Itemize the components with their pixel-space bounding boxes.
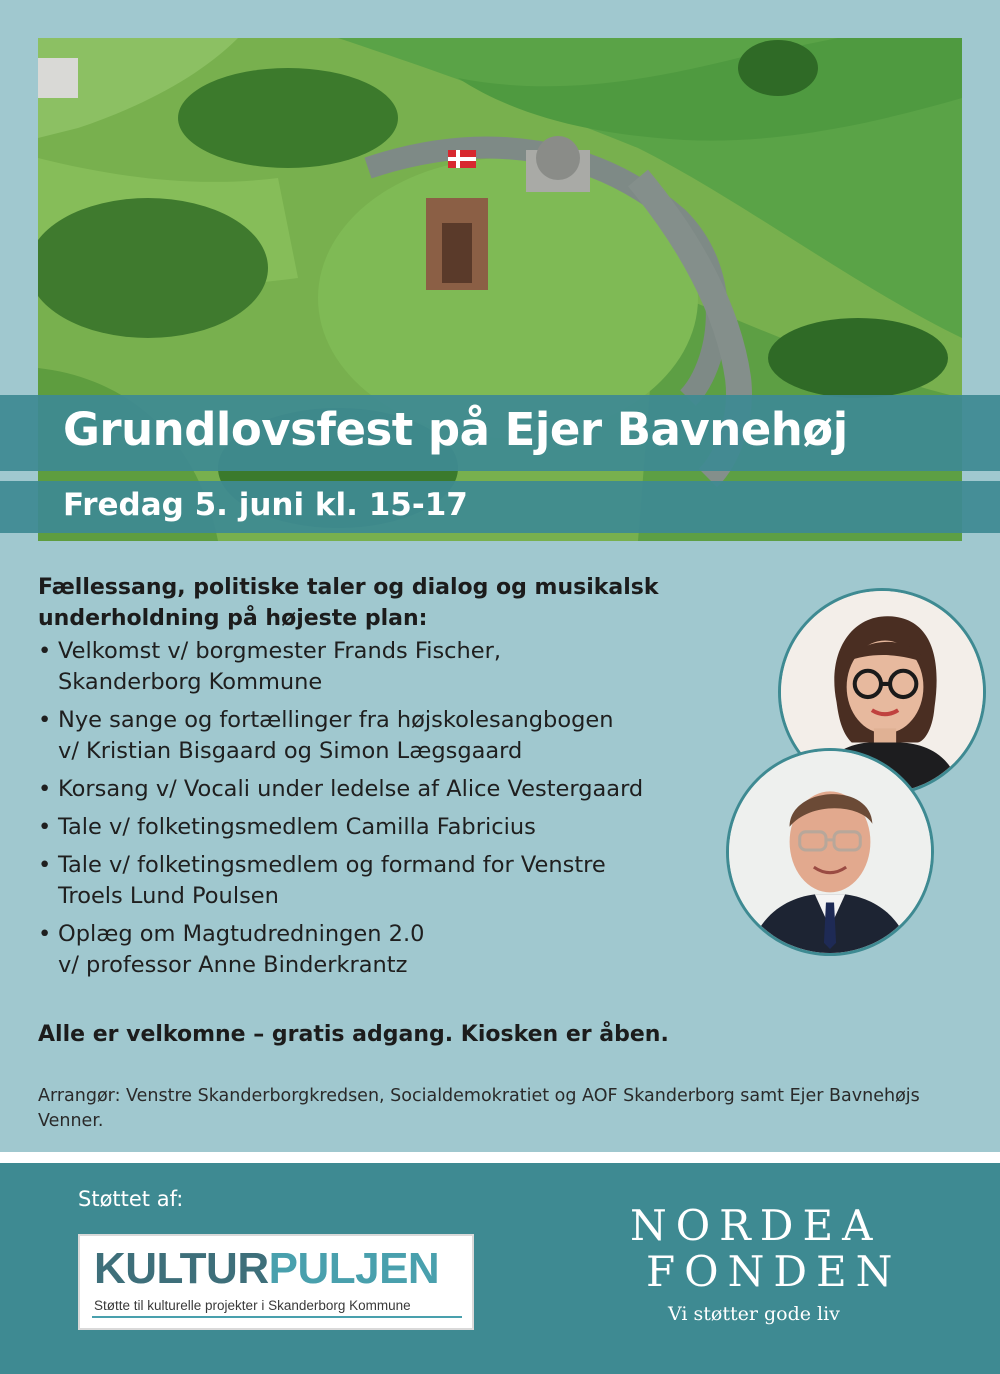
list-item (38, 636, 738, 698)
date-band (0, 481, 1000, 533)
list-item-line2: Troels Lund Poulsen (58, 883, 279, 909)
list-item (38, 774, 738, 805)
list-item (38, 705, 738, 767)
list-item (38, 812, 738, 843)
event-date: Fredag 5. juni kl. 15-17 (63, 487, 468, 523)
kulturpuljen-subtitle: Støtte til kulturelle projekter i Skanderborg Kommune (94, 1298, 411, 1313)
list-item-line2: v/ professor Anne Binderkrantz (58, 952, 408, 978)
kulturpuljen-underline (92, 1316, 462, 1318)
title-band (0, 395, 1000, 471)
list-item (38, 850, 738, 912)
list-item-line1: Tale v/ folketingsmedlem Camilla Fabricius (58, 814, 536, 840)
supported-by-label: Støttet af: (78, 1187, 184, 1211)
welcome-text: Alle er velkomne – gratis adgang. Kiosken er åben. (38, 1022, 669, 1047)
footer (0, 1163, 1000, 1374)
organizer-text: Arrangør: Venstre Skanderborgkredsen, Socialdemokratiet og AOF Skanderborg samt Ejer Bavnehøjs Venner. (38, 1086, 920, 1131)
list-item-line2: v/ Kristian Bisgaard og Simon Lægsgaard (58, 738, 523, 764)
list-item (38, 919, 738, 981)
portrait-man (726, 748, 934, 956)
list-item-line1: Tale v/ folketingsmedlem og formand for Venstre (58, 852, 606, 878)
nordea-row1: NORDEA (630, 1201, 882, 1250)
kulturpuljen-logo (78, 1234, 474, 1330)
kulturpuljen-wordmark (94, 1244, 439, 1294)
nordea-fonden-logo (630, 1203, 910, 1343)
program-list (38, 636, 738, 981)
page-title: Grundlovsfest på Ejer Bavnehøj (63, 403, 848, 456)
kulturpuljen-word-a: KULTUR (94, 1244, 269, 1293)
nordea-row2: FONDEN (646, 1247, 902, 1296)
list-item-line2: Skanderborg Kommune (58, 669, 323, 695)
kulturpuljen-word-b: PULJEN (268, 1244, 440, 1293)
program-intro: Fællessang, politiske taler og dialog og musikalsk underholdning på højeste plan: (38, 575, 659, 631)
list-item-line1: Korsang v/ Vocali under ledelse af Alice Vestergaard (58, 776, 644, 802)
list-item-line1: Nye sange og fortællinger fra højskolesangbogen (58, 707, 614, 733)
divider (0, 1152, 1000, 1163)
nordea-tagline: Vi støtter gode liv (668, 1303, 840, 1325)
program-section (38, 572, 738, 988)
list-item-line1: Oplæg om Magtudredningen 2.0 (58, 921, 425, 947)
list-item-line1: Velkomst v/ borgmester Frands Fischer, (58, 638, 502, 664)
